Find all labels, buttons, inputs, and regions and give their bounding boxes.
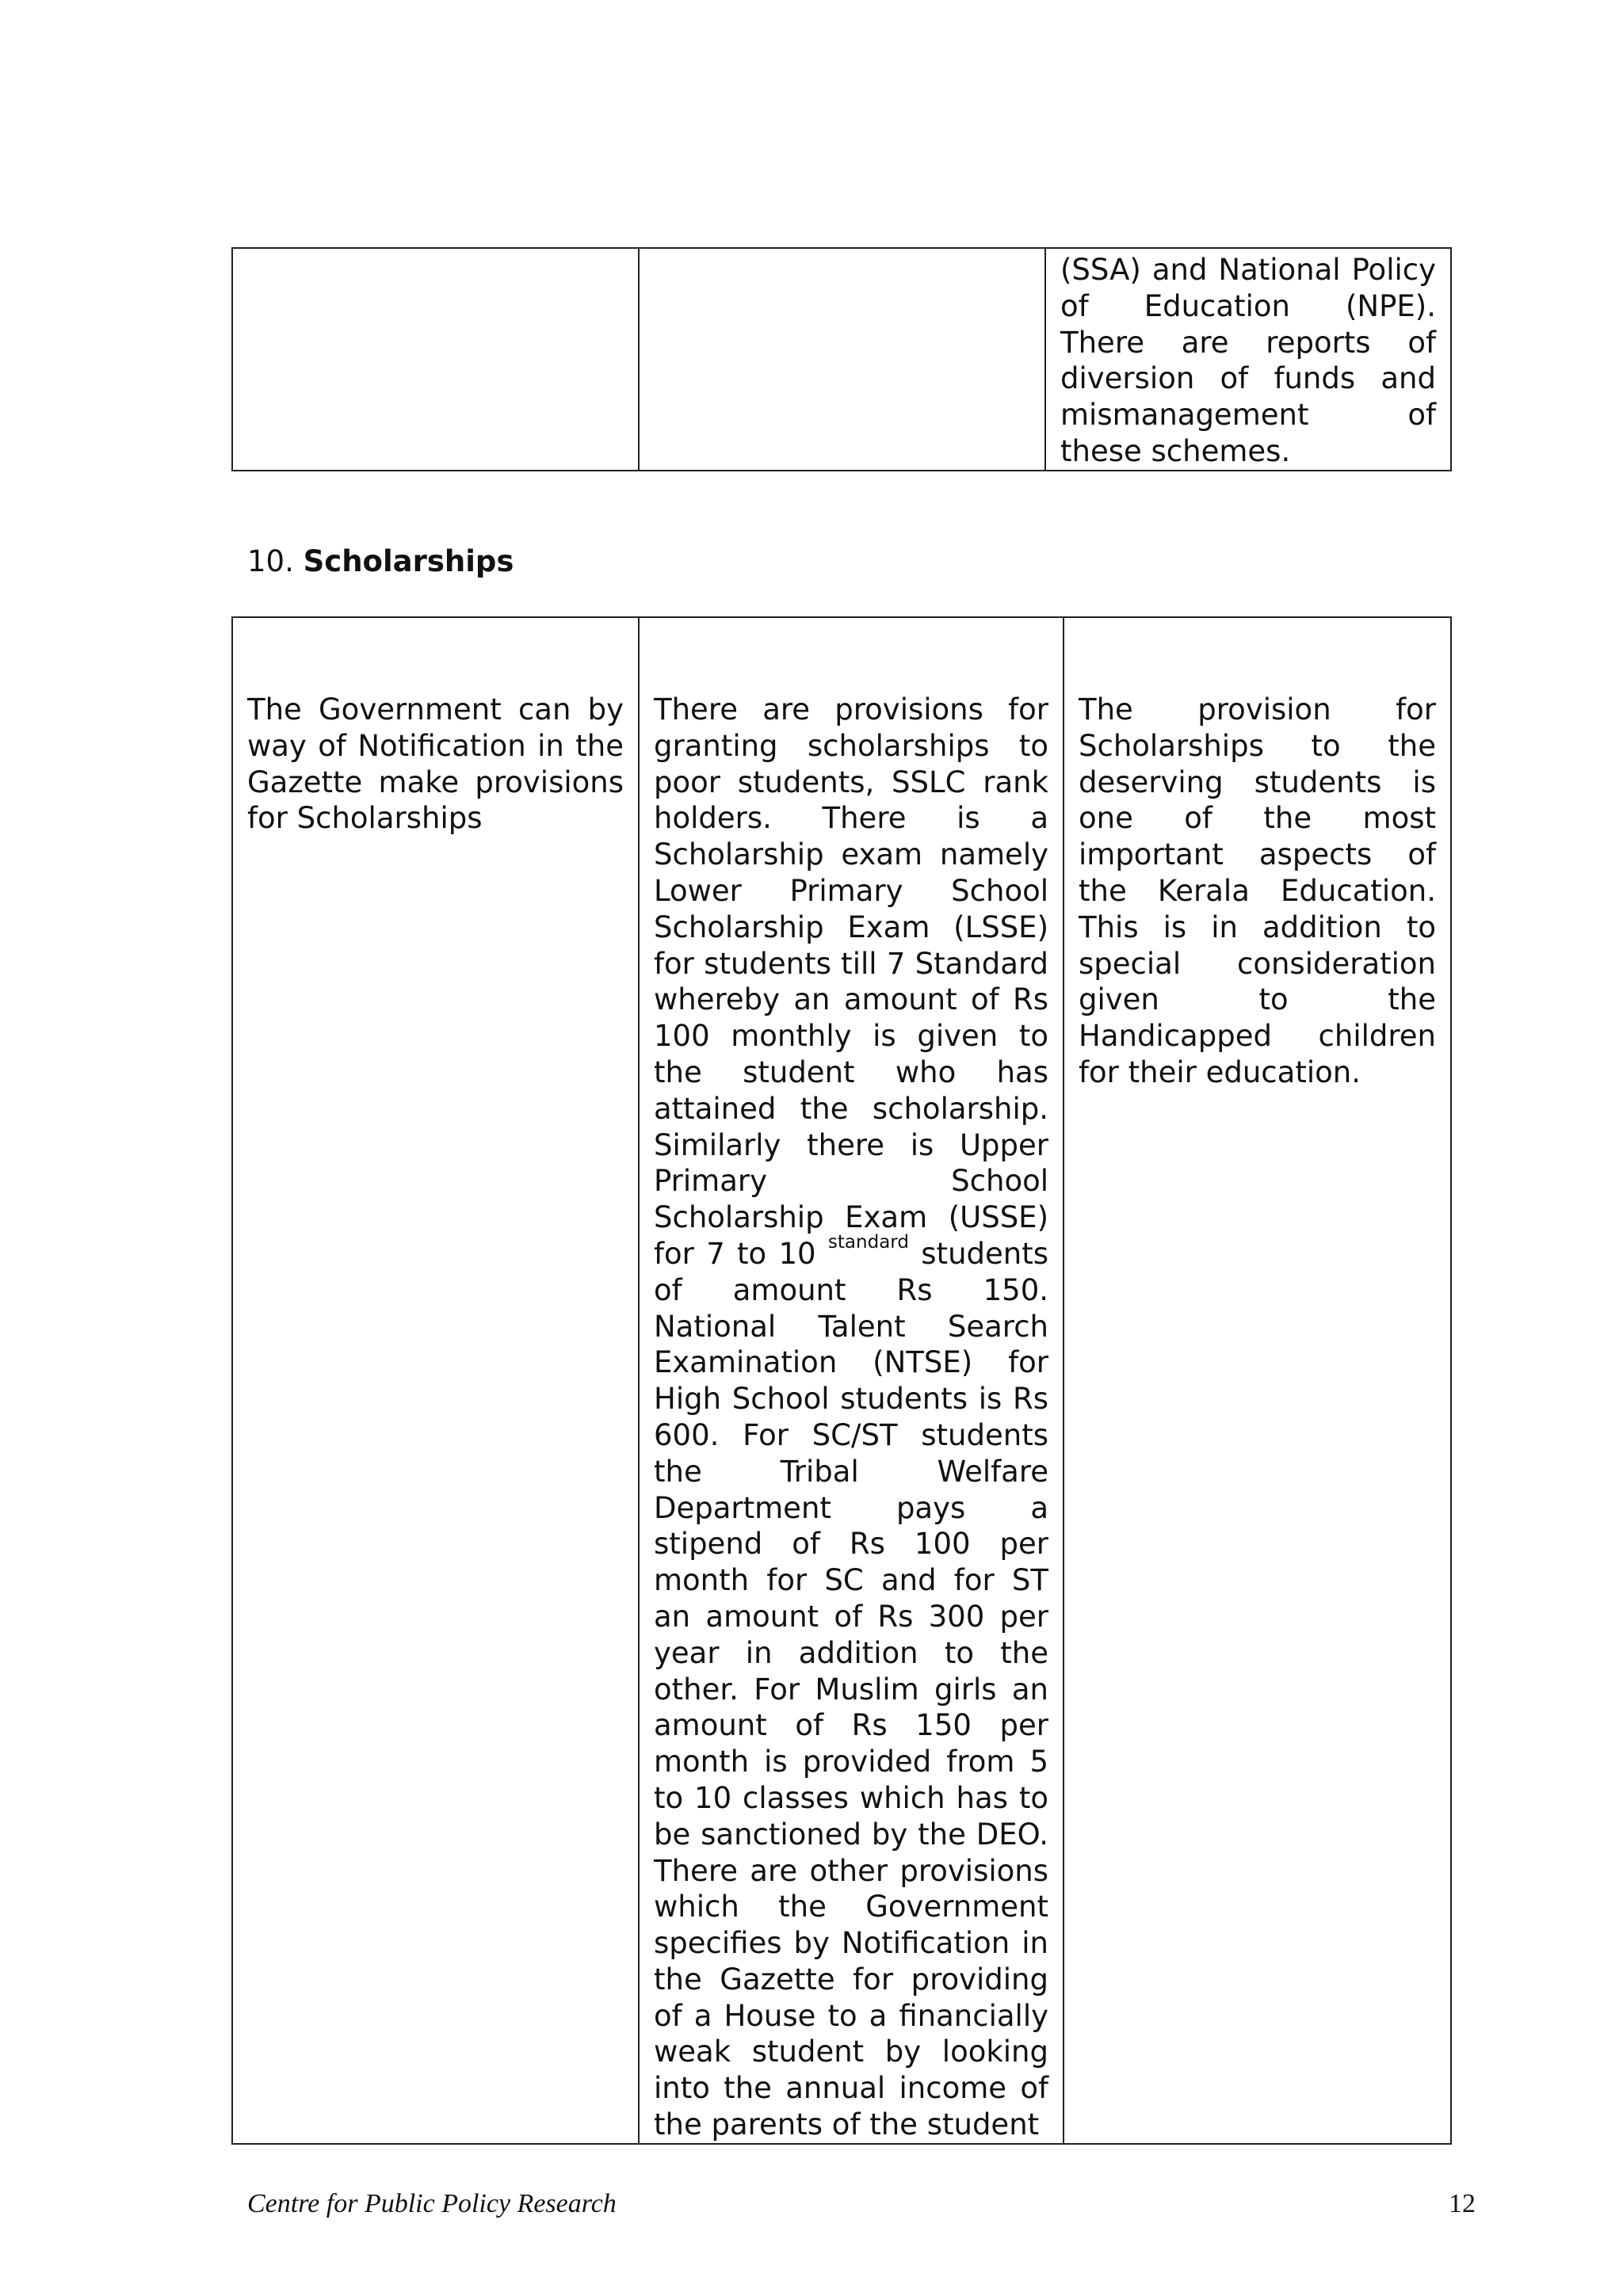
table-cell — [232, 617, 639, 2144]
legal-provision-text: The Government can by way of Notification in the Gazette make provisions for Scholarships — [247, 692, 624, 836]
section-number: 10. — [247, 544, 294, 578]
scholarships-table — [231, 616, 1452, 2145]
footer-organization: Centre for Public Policy Research — [247, 2189, 617, 2218]
continuation-table — [231, 247, 1452, 471]
superscript-note: standard — [827, 1231, 909, 1253]
observation-text: The provision for Scholarships to the deserving students is one of the most important aspects of the Kerala Education. This is in addition to special consideration given to the Handicapped children for their education. — [1079, 692, 1436, 1089]
page-number: 12 — [1449, 2189, 1476, 2218]
table-row — [232, 248, 1451, 471]
table-cell — [639, 617, 1064, 2144]
table-cell — [232, 248, 639, 471]
table-cell — [1064, 617, 1451, 2144]
continuation-text: (SSA) and National Policy of Education (NPE). There are reports of diversion of funds and mismanagement of these schemes. — [1060, 253, 1436, 468]
section-heading — [247, 544, 514, 578]
practice-text: There are provisions for granting scholarships to poor students, SSLC rank holders. There is a Scholarship exam namely Lower Primary School Scholarship Exam (LSSE) for students till 7 Standard whereby an amount of Rs 100 monthly is given to the student who has attained the scholarship. Similarly there is Upper Primary School Scholarship Exam (USSE) for 7 to 10 $^{standard}$ students of amount Rs 150. National Talent Search Examination (NTSE) for High School students is Rs 600. For SC/ST students the Tribal Welfare Department pays a stipend of Rs 100 per month for SC and for ST an amount of Rs 300 per year in addition to the other. For Muslim girls an amount of Rs 150 per month is provided from 5 to 10 classes which has to be sanctioned by the DEO. There are other provisions which the Government specifies by Notification in the Gazette for providing of a House to a financially weak student by looking into the annual income of the parents of the student — [654, 692, 1048, 2142]
table-cell — [639, 248, 1045, 471]
table-cell — [1045, 248, 1451, 471]
table-row — [232, 617, 1451, 2144]
section-title: Scholarships — [303, 544, 514, 578]
